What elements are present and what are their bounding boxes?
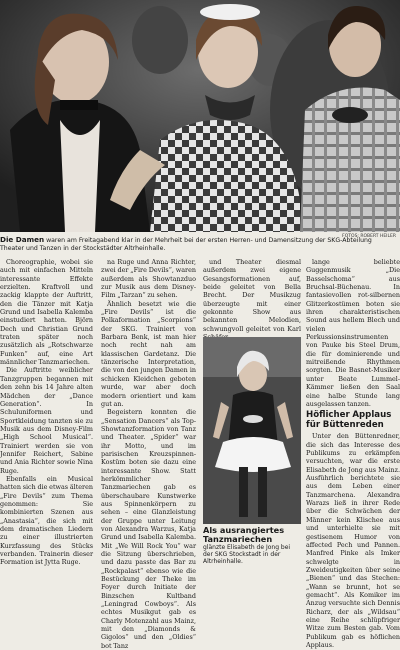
paragraph: lange beliebte Guggenmusik „Die Basselschoma“ aus Bruchsal-Büchenau. In fantasievollen rot-silbernen Glitzerkostümen boten sie ihren charakteristischen Sound aus hellem Blech und vielen Perkussionsinstrumenten von Pauke bis Steel Drum, die für dominierende und mitreißende Rhythmen sorgten. Die Basnet-Musiker unter Beate Lummel-Kämmer ließen den Saal eine halbe Stunde lang ausgelassen tanzen. bbox=[306, 258, 400, 408]
article-column-2 bbox=[101, 258, 196, 650]
article-column-1 bbox=[0, 258, 93, 567]
mid-caption-head: Als ausrangiertes Tanzmariechen bbox=[203, 525, 285, 544]
paragraph: Die Auftritte weiblicher Tanzgruppen begannen mit den zehn bis 14 Jahre alten Mädchen der „Dance Generation“. In Schuluniformen und Sportkleidung tanzten sie zu Musik aus dem Disney-Film „High School Musical“. Trainiert werden sie von Jennifer Reichert, Sabine und Ania Richter sowie Nina Ruge. bbox=[0, 366, 93, 475]
subheading: Höflicher Applaus für Büttenreden bbox=[306, 410, 392, 430]
top-photo bbox=[0, 0, 400, 232]
paragraph: Ähnlich besetzt wie die „Fire Devils“ ist die Polkaformation „Scorpions“ der SKG. Trainiert von Barbara Benk, ist man hier noch recht nah am klassischen Gardetanz. Die tänzerische Interpretation, die von den jungen Damen in schicken Kleidchen geboten wurde, war aber doch modern orientiert und kam gut an. bbox=[101, 299, 196, 408]
paragraph: und Theater diesmal außerdem zwei eigene Gesangsformationen auf, beide geleitet von Bella Brecht. Der Musikzug überzeugte mit einer gekonnte Show aus bekannten Melodien, schwungvoll geleitet von Karl bbox=[203, 258, 301, 333]
article-column-4 bbox=[306, 258, 400, 649]
photo-credit: FOTOS: ROBERT HEILER bbox=[342, 234, 396, 239]
paragraph: Choreographie, wobei sie auch mit einfachen Mitteln interessante Effekte erzielten. Kraftvoll und zackig klappte der Auftritt, den die Tänzer mit Katja Grund und Isabella Kalemba einstudiert hatten. Björn Dech und Christian Grund traten später noch zusätzlich als „Rotschwarze Funken“ auf, eine Art männlicher Tanzmariechen. bbox=[0, 258, 93, 367]
caption-text: waren am Freitagabend klar in der Mehrheit bei der ersten Herren- und Damensitzung der SKG-Abteilung Theater und Tanzen in der Stockstädter Altrheinhalle. bbox=[0, 237, 372, 252]
article-column-3 bbox=[203, 258, 301, 333]
mid-caption-text: glänzte Elisabeth de Jong bei der SKG Stockstadt in der Altrheinhalle. bbox=[203, 544, 291, 566]
mid-photo-caption bbox=[203, 526, 301, 566]
caption-lead: Die Damen bbox=[0, 235, 45, 244]
paragraph: Unter den Büttenredner, die sich das Interesse des Publikums zu erkämpfen versuchten, war die erste Elisabeth de Jong aus Mainz. Ausführlich berichtete sie aus dem Leben einer Tanzmarchena. Alexandra Warazs ließ in ihrer Rede über die Schwächen der Männer kein Klischee aus und unterhielte sie mit gestisenem Humor von affected Pech und Pannen. Manfred Pinke als Imker schwelgte in Zweideutigkeiten über seine „Bienen“ und das Stechen: „Wann se brunnt, hot se gemacht“. Als Komiker im Anzug versuchte sich Dennis Richarz, der als „Wildsau“ eine Reihe schlüpfriger Witze zum Besten gab. Vom Publikum gab es höflichen Applaus. bbox=[306, 432, 400, 649]
paragraph: Begeistern konnten die „Sensation Dancers“ als Top-Showtanzformation von Tanz und Theater. „Spider“ war ihr Motto, und im parisischen Kreuzspinnen-Kostüm boten sie dazu eine interessante Show. Statt herkömmlicher Tanzmariechen gab es überschaubare Kunstwerke aus Spinnenkörpern zu sehen – eine Glanzleistung der Gruppe unter Leitung von Alexandra Warzus, Katja Grund und Isabella Kalemba. Mit „We Will Rock You“ war die Sitzung überschrieben, und dazu passte das Bar zu „Rockpalast“ ebenso wie die Bestückung der Theke im Foyer durch Initiate der Binzschen Kultband „Leningrad Cowboys“. Als echtes Musikgut gab es Charly Motenzahl aus Mainz, mit den „Diamonds & Gigolos“ und den „Oldies“ bot Tanz bbox=[101, 408, 196, 650]
paragraph: na Ruge und Anna Richter, zwei der „Fire Devils“, waren außerdem als Showtanzduo zur Musik aus dem Disney-Film „Tarzan“ zu sehen. bbox=[101, 258, 196, 300]
top-photo-caption bbox=[0, 236, 396, 252]
paragraph: Ebenfalls ein Musical hatten sich die etwas älteren „Fire Devils“ zum Thema genommen: Sie kombinierten Szenen aus „Anastasia“, die sich mit dem dramatischen Liedern zu einer illustrierten Kurzfassung des Stücks verbanden. Trainerin dieser Formation ist Jytta Ruge. bbox=[0, 474, 93, 567]
mid-photo bbox=[203, 337, 301, 524]
